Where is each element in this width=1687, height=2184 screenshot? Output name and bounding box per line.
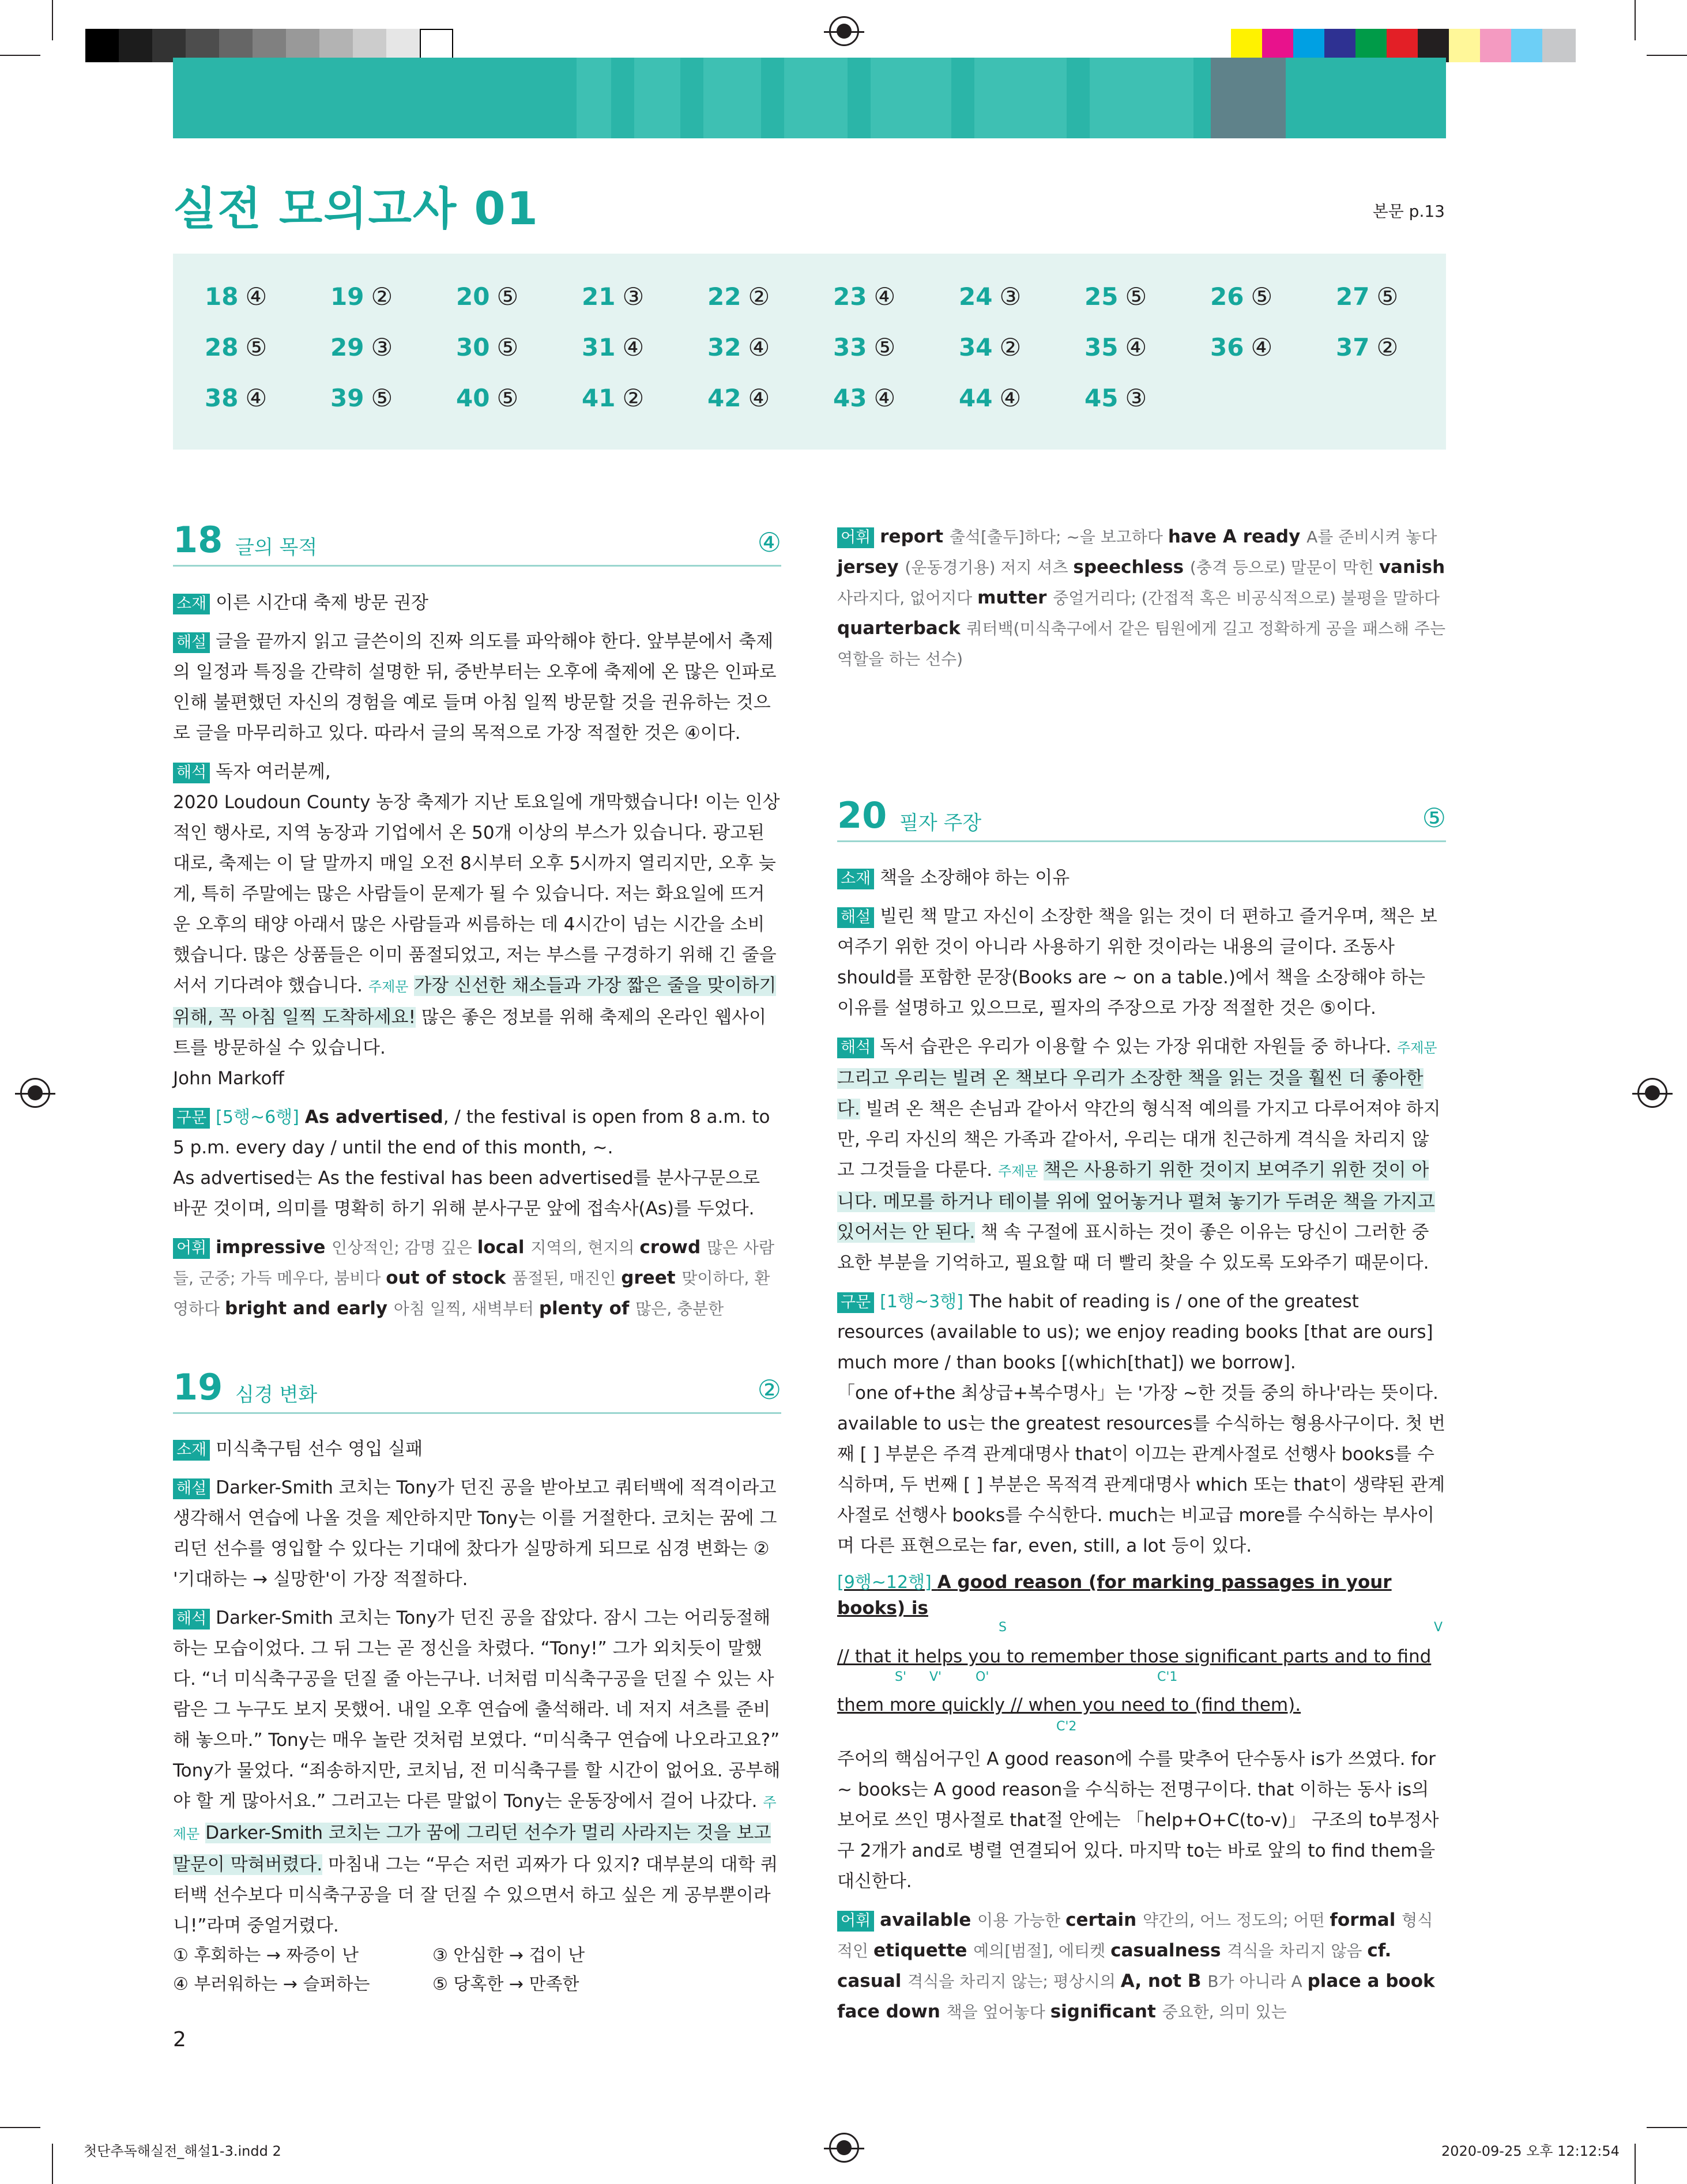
footer-timestamp: 2020-09-25 오후 12:12:54: [1441, 2143, 1620, 2159]
answer-choice: ④: [1251, 333, 1273, 361]
answer-number: 21: [582, 282, 616, 311]
vocab-meaning: 책을 엎어놓다: [946, 2002, 1050, 2021]
vocab-word: greet: [621, 1268, 682, 1288]
vocab-word: significant: [1050, 2001, 1162, 2022]
page-title: 실전 모의고사 01: [173, 183, 539, 235]
registration-mark-right: [1637, 1078, 1667, 1108]
vocab-word: plenty of: [539, 1298, 636, 1319]
vocab-word: quarterback: [837, 618, 967, 639]
vocab-meaning: 쿼터백(미식축구에서 같은 팀원에게 길고 정확하게 공을 패스해 주는 역할을 하는 선수): [837, 619, 1446, 669]
banner-stripes: [173, 58, 1446, 138]
answer-number: 25: [1084, 282, 1119, 311]
grammar-marks-2: [837, 1669, 1446, 1692]
gumun-para: 구문 [5행~6행] As advertised, / the festival is open from 8 a.m. to 5 p.m. every day / until the end of this month, ~.: [173, 1107, 770, 1158]
answer-choice: ⑤: [873, 333, 896, 361]
vocab-meaning: 지역의, 현지의: [530, 1238, 640, 1257]
sojae-tag: 소재: [173, 1440, 210, 1461]
answer-number: 23: [833, 282, 867, 311]
vocab-word: report: [880, 526, 950, 547]
crop-mark: [1635, 0, 1636, 40]
topic-sentence: 그리고 우리는 빌려 온 책보다 우리가 소장한 책을 읽는 것을 훨씬 더 좋아한다.: [837, 1068, 1424, 1119]
vocab-meaning: 인상적인; 감명 깊은: [332, 1238, 477, 1257]
grammar-marks-1: [837, 1621, 1446, 1644]
choice-item: ③ 안심한 → 겁이 난: [432, 1945, 585, 1966]
answer-number: 41: [582, 384, 616, 412]
page-reference: 본문 p.13: [1372, 202, 1445, 221]
answer-number: 28: [205, 333, 239, 361]
eohwi-tag: 어휘: [173, 1238, 210, 1259]
crop-mark: [1635, 2144, 1636, 2184]
answer-choice: ④: [748, 384, 770, 412]
answer-item: [205, 333, 267, 361]
answer-choice: ⑤: [245, 333, 268, 361]
answer-number: 27: [1336, 282, 1370, 311]
vocab-meaning: 품절된, 매진인: [512, 1269, 622, 1288]
vocab-meaning: B가 아니라 A: [1207, 1972, 1308, 1991]
haeseol-tag: 해설: [173, 632, 210, 653]
answer-number: 38: [205, 384, 239, 412]
section-19-header: [173, 1366, 781, 1414]
translation-body: 2020 Loudoun County 농장 축제가 지난 토요일에 개막했습니다! 이는 인상적인 행사로, 지역 농장과 기업에서 온 50개 이상의 부스가 있습니다. 광고된 대로, 축제는 이 달 말까지 매일 오전 8시부터 오후 5시까지 열리지만, 오후 늦게, 특히 주말에는 많은 사람들이 문제가 될 수 있습니다. 저는 화요일에 뜨거운 오후의 태양 아래서 많은 사람들과 씨름하는 데 4시간이 넘는 시간을 소비했습니다. 많은 상품들은 이미 품절되었고, 저는 부스를 구경하기 위해 긴 줄을 서서 기다려야 했습니다. 주제문 가장 신선한 채소들과 가장 짧은 줄을 맞이하기 위해, 꼭 아침 일찍 도착하세요! 많은 좋은 정보를 위해 축제의 온라인 웹사이트를 방문하실 수 있습니다.: [173, 792, 780, 1058]
answer-item: [833, 333, 895, 361]
vocab-meaning: (충격 등으로) 말문이 막힌: [1189, 558, 1379, 577]
crop-mark: [1647, 55, 1687, 56]
answer-number: 36: [1210, 333, 1244, 361]
gumun2-block: [837, 1570, 1446, 1744]
page-number: 2: [173, 2028, 186, 2051]
vocab-word: jersey: [837, 557, 905, 578]
answer-number: 39: [330, 384, 364, 412]
answer-item: [456, 282, 518, 311]
section-19-vocab: [837, 522, 1446, 674]
vocab-word: mutter: [977, 587, 1053, 608]
topic-sentence-label: 주제문: [368, 979, 409, 995]
answer-choice: ②: [622, 384, 645, 412]
answer-choice: ②: [371, 282, 393, 311]
answer-item: [1210, 282, 1272, 311]
answer-choice: ②: [1376, 333, 1399, 361]
mark-o2: O': [976, 1670, 989, 1684]
gumun-tag: 구문: [837, 1292, 874, 1313]
gumun-tag: 구문: [173, 1108, 210, 1129]
answer-number: 26: [1210, 282, 1244, 311]
topic-sentence: 책은 사용하기 위한 것이지 보여주기 위한 것이 아니다. 메모를 하거나 테이블 위에 엎어놓거나 펼쳐 놓기가 두려운 책을 가지고 있어서는 안 된다.: [837, 1160, 1435, 1243]
question-answer: ④: [757, 527, 781, 558]
gumun-explanation: As advertised는 As the festival has been advertised를 분사구문으로 바꾼 것이며, 의미를 명확히 하기 위해 분사구문 앞에 접속사(As)를 두었다.: [173, 1168, 760, 1219]
mark-s2: S': [895, 1670, 907, 1684]
answer-item: [582, 333, 644, 361]
answer-key-box: [173, 254, 1446, 450]
gumun-para: 구문 [1행~3행] The habit of reading is / one of the greatest resources (available to us); we enjoy reading books [that are ours] much more / than books [(which[that]) we borrow].: [837, 1291, 1433, 1373]
vocab-meaning: 형식적인: [837, 1911, 1433, 1960]
section-20-body: [837, 863, 1446, 2027]
vocab-word: crowd: [639, 1237, 707, 1258]
answer-number: 18: [205, 282, 239, 311]
answer-number: 22: [707, 282, 741, 311]
answer-number: 31: [582, 333, 616, 361]
question-number: 18: [173, 519, 223, 561]
gumun2-line3: them more quickly // when you need to (find them).: [837, 1695, 1301, 1715]
mark-s: S: [999, 1620, 1007, 1635]
answer-item: [1084, 333, 1147, 361]
answer-choice: ⑤: [496, 384, 519, 412]
answer-choice: ⑤: [496, 333, 519, 361]
vocab-word: vanish: [1379, 557, 1445, 578]
haeseok-para: 해석 독자 여러분께,: [173, 757, 781, 787]
answer-item: [707, 333, 770, 361]
vocab-word: cf. casual: [837, 1940, 1392, 1991]
haeseol-para: 해설 Darker-Smith 코치는 Tony가 던진 공을 받아보고 쿼터백에 적격이라고 생각해서 연습에 나올 것을 제안하지만 Tony는 이를 거절한다. 코치는 꿈에 그리던 선수를 영입할 수 있다는 기대에 찼다가 실망하게 되므로 심경 변화는 ② '기대하는 → 실망한'이 가장 적절하다.: [173, 1477, 777, 1590]
answer-item: [330, 333, 393, 361]
answer-item: [833, 384, 895, 412]
answer-item: [1084, 384, 1147, 412]
vocab-word: place a book face down: [837, 1971, 1435, 2022]
answer-number: 32: [707, 333, 741, 361]
vocab-meaning: A를 준비시켜 놓다: [1306, 527, 1437, 546]
vocab-word: available: [880, 1910, 978, 1930]
vocab-word: have A ready: [1168, 526, 1307, 547]
vocab-word: etiquette: [873, 1940, 974, 1961]
choices: [173, 1941, 781, 1999]
topic-sentence-label: 주제문: [173, 1794, 777, 1842]
answer-choice: ④: [748, 333, 770, 361]
vocab-meaning: 중요한, 의미 있는: [1162, 2002, 1287, 2021]
section-18-header: [173, 519, 781, 567]
header-banner: [173, 58, 1446, 138]
answer-choice: ⑤: [496, 282, 519, 311]
answer-choice: ③: [622, 282, 645, 311]
topic-sentence-label: 주제문: [998, 1163, 1038, 1179]
choice-item: ① 후회하는 → 짜증이 난: [173, 1945, 359, 1966]
answer-number: 33: [833, 333, 867, 361]
answer-number: 24: [959, 282, 993, 311]
haeseol-para: 해설 빌린 책 말고 자신이 소장한 책을 읽는 것이 더 편하고 즐거우며, 책은 보여주기 위한 것이 아니라 사용하기 위한 것이라는 내용의 글이다. 조동사 should를 포함한 문장(Books are ~ on a table.)에서 책을 소장해야 하는 이유를 설명하고 있으므로, 필자의 주장으로 가장 적절한 것은 ⑤이다.: [837, 906, 1437, 1019]
topic-sentence: 가장 신선한 채소들과 가장 짧은 줄을 맞이하기 위해, 꼭 아침 일찍 도착하세요!: [173, 975, 777, 1028]
crop-mark: [52, 2144, 53, 2184]
topic-sentence: Darker-Smith 코치는 그가 꿈에 그리던 선수가 멀리 사라지는 것을 보고 말문이 막혀버렸다.: [173, 1823, 771, 1875]
answer-choice: ③: [371, 333, 393, 361]
choice-item: ④ 부러워하는 → 슬퍼하는: [173, 1974, 370, 1994]
vocab-word: speechless: [1073, 557, 1190, 578]
vocab-para: [173, 1232, 781, 1324]
vocab-list: [837, 1910, 1435, 2022]
gumun-explanation: 「one of+the 최상급+복수명사」는 '가장 ~한 것들 중의 하나'라는 뜻이다. available to us는 the greatest resources를 수식하는 형용사구이다. 첫 번째 [ ] 부분은 주격 관계대명사 that이 이끄는 관계사절로 선행사 books를 수식하며, 두 번째 [ ] 부분은 목적격 관계대명사 which 또는 that이 생략된 관계사절로 선행사 books를 수식한다. much는 비교급 more를 수식하는 부사이며 다른 표현으로는 far, even, still, a lot 등이 있다.: [837, 1383, 1446, 1556]
grammar-marks-3: [837, 1718, 1446, 1744]
vocab-meaning: 아침 일찍, 새벽부터: [393, 1299, 539, 1318]
answer-item: [1084, 282, 1147, 311]
crop-mark: [52, 0, 53, 40]
vocab-meaning: 예의[범절], 에티켓: [973, 1941, 1111, 1960]
vocab-word: A, not B: [1120, 1971, 1208, 1991]
answer-choice: ③: [999, 282, 1022, 311]
answer-item: [959, 282, 1021, 311]
vocab-word: out of stock: [386, 1268, 513, 1288]
sojae-line: 소재 미식축구팀 선수 영입 실패: [173, 1434, 781, 1465]
mark-c2: C'2: [1056, 1719, 1077, 1734]
question-answer: ②: [757, 1374, 781, 1405]
answer-choice: ⑤: [1251, 282, 1273, 311]
answer-item: [707, 282, 770, 311]
answer-number: 45: [1084, 384, 1119, 412]
haeseok-tag: 해석: [837, 1038, 874, 1058]
answer-choice: ②: [748, 282, 770, 311]
section-20-header: [837, 794, 1446, 842]
answer-item: [707, 384, 770, 412]
answer-choice: ④: [999, 384, 1022, 412]
answer-item: [1336, 282, 1398, 311]
gumun2-line1: [9행~12행] A good reason (for marking passages in your books) is: [837, 1572, 1392, 1619]
answer-number: 42: [707, 384, 741, 412]
answer-item: [456, 384, 518, 412]
answer-item: [959, 333, 1021, 361]
choice-item: ⑤ 당혹한 → 만족한: [432, 1974, 579, 1994]
answer-number: 20: [456, 282, 490, 311]
answer-number: 35: [1084, 333, 1119, 361]
vocab-meaning: 이용 가능한: [977, 1911, 1066, 1930]
answer-choice: ④: [873, 282, 896, 311]
signature: John Markoff: [173, 1068, 284, 1089]
answer-item: [833, 282, 895, 311]
vocab-meaning: 약간의, 어느 정도의; 어떤: [1143, 1911, 1330, 1930]
eohwi-tag: 어휘: [837, 1911, 874, 1932]
mark-v2: V': [929, 1670, 942, 1684]
vocab-word: certain: [1065, 1910, 1143, 1930]
vocab-list: [837, 526, 1445, 669]
footer-filename: 첫단추독해실전_해설1-3.indd 2: [84, 2143, 281, 2159]
section-18-body: [173, 588, 781, 1324]
answer-choice: ④: [245, 384, 268, 412]
vocab-word: local: [477, 1237, 531, 1258]
question-number: 20: [837, 794, 887, 836]
answer-item: [205, 282, 267, 311]
answer-item: [959, 384, 1021, 412]
mark-c1: C'1: [1157, 1670, 1178, 1684]
vocab-meaning: 맞이하다, 환영하다: [173, 1269, 770, 1318]
sojae-tag: 소재: [837, 869, 874, 889]
sojae-line: 소재 책을 소장해야 하는 이유: [837, 863, 1446, 893]
answer-number: 37: [1336, 333, 1370, 361]
vocab-meaning: 격식을 차리지 않음: [1227, 1941, 1368, 1960]
mark-v: V: [1434, 1620, 1443, 1635]
answer-choice: ④: [245, 282, 268, 311]
crop-mark: [0, 2127, 40, 2128]
gumun2-line2: // that it helps you to remember those significant parts and to find: [837, 1646, 1432, 1667]
answer-item: [1336, 333, 1398, 361]
registration-mark-left: [20, 1078, 50, 1108]
color-bar: [1231, 14, 1606, 48]
vocab-word: casualness: [1110, 1940, 1227, 1961]
vocab-meaning: 많은, 충분한: [635, 1299, 724, 1318]
gumun2-explanation: 주어의 핵심어구인 A good reason에 수를 맞추어 단수동사 is가 쓰였다. for ~ books는 A good reason을 수식하는 전명구이다. that 이하는 동사 is의 보어로 쓰인 명사절로 that절 안에는 「help+O+C(to-v)」 구조의 to부정사구 2개가 and로 병렬 연결되어 있다. 마지막 to는 바로 앞의 to find them을 대신한다.: [837, 1749, 1439, 1892]
vocab-meaning: 출석[출두]하다; ~을 보고하다: [949, 527, 1168, 546]
vocab-word: formal: [1330, 1910, 1402, 1930]
answer-item: [330, 384, 393, 412]
haeseol-tag: 해설: [173, 1478, 210, 1499]
question-answer: ⑤: [1422, 802, 1446, 833]
answer-choice: ④: [622, 333, 645, 361]
grayscale-bar: [85, 14, 460, 48]
answer-number: 30: [456, 333, 490, 361]
vocab-meaning: 중얼거리다; (간접적 혹은 비공식적으로) 불평을 말하다: [1053, 589, 1440, 608]
question-type: 심경 변화: [235, 1383, 318, 1406]
question-type: 필자 주장: [899, 812, 982, 835]
answer-choice: ③: [1125, 384, 1147, 412]
vocab-word: impressive: [216, 1237, 332, 1258]
crop-mark: [0, 55, 40, 56]
haeseok-para: 해석 독서 습관은 우리가 이용할 수 있는 가장 위대한 자원들 중 하나다. 주제문 그리고 우리는 빌려 온 책보다 우리가 소장한 책을 읽는 것을 훨씬 더 좋아한다. 빌려 온 책은 손님과 같아서 약간의 형식적 예의를 가지고 다루어져야 하지만, 우리 자신의 책은 가족과 같아서, 우리는 대개 친근하게 격식을 차리지 않고 그것들을 다룬다. 주제문 책은 사용하기 위한 것이지 보여주기 위한 것이 아니다. 메모를 하거나 테이블 위에 엎어놓거나 펼쳐 놓기가 두려운 책을 가지고 있어서는 안 된다. 책 속 구절에 표시하는 것이 좋은 이유는 당신이 그러한 중요한 부분을 기억하고, 필요할 때 더 빨리 찾을 수 있도록 도와주기 때문이다.: [837, 1036, 1441, 1273]
answer-number: 19: [330, 282, 364, 311]
answer-number: 29: [330, 333, 364, 361]
section-19-body: [173, 1434, 781, 1999]
vocab-list: [173, 1237, 774, 1319]
sojae-line: 소재 이른 시간대 축제 방문 권장: [173, 588, 781, 618]
answer-number: 34: [959, 333, 993, 361]
answer-choice: ④: [873, 384, 896, 412]
answer-number: 44: [959, 384, 993, 412]
haeseok-tag: 해석: [173, 763, 210, 783]
answer-item: [330, 282, 393, 311]
answer-choice: ⑤: [371, 384, 393, 412]
haeseok-tag: 해석: [173, 1609, 210, 1629]
answer-number: 40: [456, 384, 490, 412]
registration-mark-bottom: [829, 2133, 859, 2163]
vocab-para: [837, 1905, 1446, 2027]
answer-number: 43: [833, 384, 867, 412]
registration-mark-top: [829, 16, 859, 46]
haeseol-para: 해설 글을 끝까지 읽고 글쓴이의 진짜 의도를 파악해야 한다. 앞부분에서 축제의 일정과 특징을 간략히 설명한 뒤, 중반부터는 오후에 축제에 온 많은 인파로 인해 불편했던 자신의 경험을 예로 들며 아침 일찍 방문할 것을 권유하는 것으로 글을 마무리하고 있다. 따라서 글의 목적으로 가장 적절한 것은 ④이다.: [173, 631, 777, 744]
eohwi-tag: 어휘: [837, 527, 874, 548]
vocab-meaning: (운동경기용) 저지 셔츠: [905, 558, 1074, 577]
question-number: 19: [173, 1366, 223, 1408]
vocab-word: bright and early: [225, 1298, 394, 1319]
answer-item: [456, 333, 518, 361]
topic-sentence-label: 주제문: [1397, 1040, 1437, 1056]
answer-choice: ②: [999, 333, 1022, 361]
vocab-meaning: 많은 사람들, 군중; 가득 메우다, 붐비다: [173, 1238, 775, 1288]
answer-choice: ④: [1125, 333, 1147, 361]
haeseok-para: 해석 Darker-Smith 코치는 Tony가 던진 공을 잡았다. 잠시 그는 어리둥절해하는 모습이었다. 그 뒤 그는 곧 정신을 차렸다. “Tony!” 그가 외치듯이 말했다. “너 미식축구공을 던질 줄 아는구나. 너처럼 미식축구공을 던질 수 있는 사람은 그 누구도 보지 못했어. 내일 오후 연습에 출석해라. 네 저지 셔츠를 준비해 놓으마.” Tony는 매우 놀란 것처럼 보였다. “미식축구 연습에 나오라고요?” Tony가 물었다. “죄송하지만, 코치님, 전 미식축구를 할 시간이 없어요. 공부해야 할 게 많아서요.” 그러고는 다른 말없이 Tony는 운동장에서 걸어 나갔다. 주제문 Darker-Smith 코치는 그가 꿈에 그리던 선수가 멀리 사라지는 것을 보고 말문이 막혀버렸다. 마침내 그는 “무슨 저런 괴짜가 다 있지? 대부분의 대학 쿼터백 선수보다 미식축구공을 더 잘 던질 수 있으면서 하고 싶은 게 공부뿐이라니!”라며 중얼거렸다.: [173, 1608, 781, 1936]
haeseol-tag: 해설: [837, 907, 874, 928]
question-type: 글의 목적: [235, 536, 318, 559]
vocab-meaning: 격식을 차리지 않는; 평상시의: [907, 1972, 1121, 1991]
answer-item: [1210, 333, 1272, 361]
vocab-meaning: 사라지다, 없어지다: [837, 589, 978, 608]
answer-item: [582, 282, 644, 311]
crop-mark: [1647, 2127, 1687, 2128]
sojae-tag: 소재: [173, 594, 210, 614]
answer-choice: ⑤: [1376, 282, 1399, 311]
answer-item: [205, 384, 267, 412]
vocab-para: [837, 522, 1446, 674]
answer-choice: ⑤: [1125, 282, 1147, 311]
answer-item: [582, 384, 644, 412]
